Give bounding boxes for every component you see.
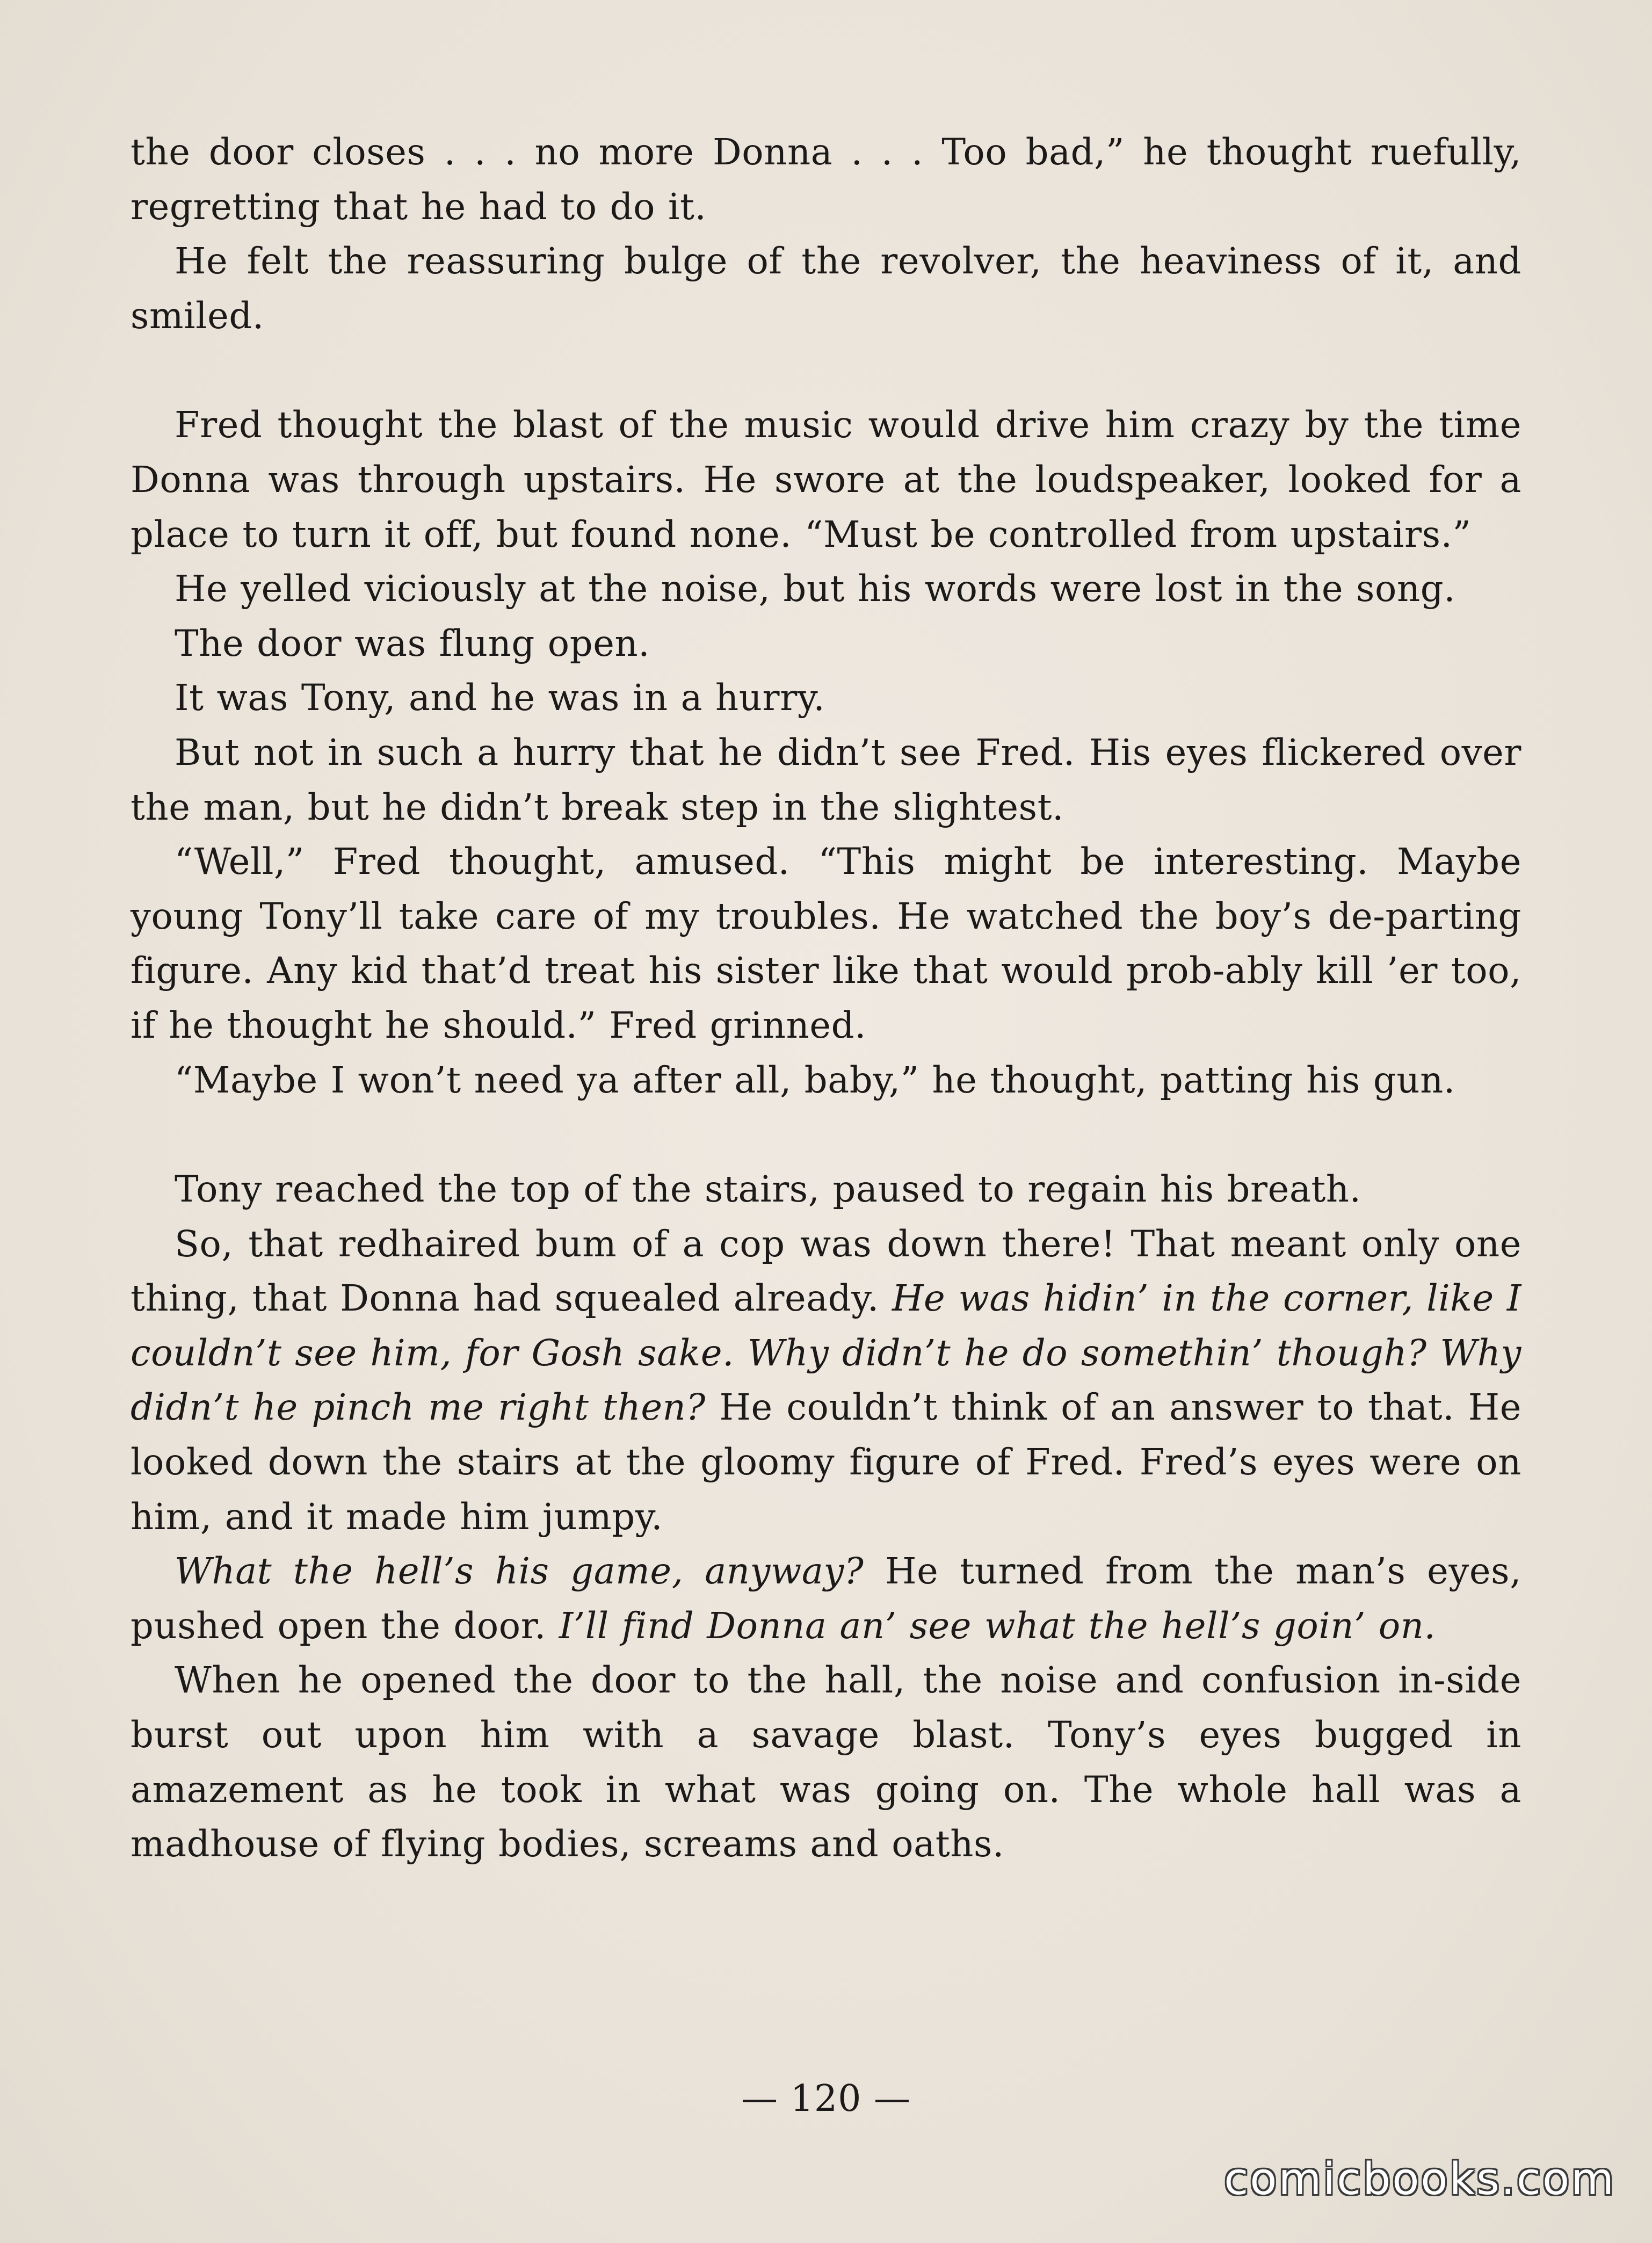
- text-run: It was Tony, and he was in a hurry.: [175, 677, 825, 719]
- text-run: “Well,” Fred thought, amused. “This might be interesting. Maybe young Tony’ll take care of my troubles. He watched the boy’s de-parting figure. Any kid that’d treat his sister like that would prob-ably kill ’er too, if he thought he should.” Fred grinned.: [131, 841, 1521, 1046]
- text-run: But not in such a hurry that he didn’t see Fred. His eyes flickered over the man, but he didn’t break step in the slightest.: [131, 731, 1521, 828]
- paragraph: [131, 398, 1521, 562]
- body-text: [131, 125, 1521, 1872]
- text-run: He yelled viciously at the noise, but his words were lost in the song.: [175, 568, 1456, 610]
- text-run: Fred thought the blast of the music would drive him crazy by the time Donna was through upstairs. He swore at the loudspeaker, looked for a place to turn it off, but found none. “Must be controlled from upstairs.”: [131, 404, 1521, 555]
- paragraph: [131, 835, 1521, 1053]
- paragraph: [131, 617, 1521, 671]
- italic-text: What the hell’s his game, anyway?: [175, 1550, 864, 1593]
- paragraph: [131, 562, 1521, 617]
- paragraph: [131, 1053, 1521, 1108]
- text-run: Tony reached the top of the stairs, paused to regain his breath.: [175, 1168, 1361, 1211]
- text-run: When he opened the door to the hall, the noise and confusion in-side burst out upon him with a savage blast. Tony’s eyes bugged in amazement as he took in what was going on. The whole hall was a madhouse of flying bodies, screams and oaths.: [131, 1659, 1521, 1865]
- paragraph: [131, 1544, 1521, 1653]
- text-run: He couldn’t think of an answer to that. He looked down the stairs at the gloomy figure of Fred. Fred’s eyes were on him, and it made him jumpy.: [131, 1386, 1521, 1538]
- text-run: “Maybe I won’t need ya after all, baby,” he thought, patting his gun.: [175, 1059, 1455, 1101]
- watermark: comicbooks.com: [1224, 2154, 1615, 2205]
- paragraph: [131, 1217, 1521, 1545]
- text-run: the door closes . . . no more Donna . . . Too bad,” he thought ruefully, regretting that he had to do it.: [131, 131, 1521, 228]
- page-number: — 120 —: [741, 2078, 911, 2120]
- paragraph: [131, 726, 1521, 835]
- paragraph: [131, 1162, 1521, 1217]
- paragraph: [131, 671, 1521, 726]
- text-run: He felt the reassuring bulge of the revolver, the heaviness of it, and smiled.: [131, 240, 1521, 337]
- text-run: So, that redhaired bum of a cop was down there! That meant only one thing, that Donna had squealed already.: [131, 1222, 1521, 1320]
- italic-text: He was hidin’ in the corner, like I couldn’t see him, for Gosh sake. Why didn’t he do somethin’ though? Why didn’t he pinch me right then?: [131, 1277, 1521, 1429]
- paragraph: [131, 234, 1521, 343]
- paragraph: [131, 1653, 1521, 1871]
- text-run: He turned from the man’s eyes, pushed open the door.: [131, 1550, 1521, 1647]
- paragraph: [131, 125, 1521, 234]
- italic-text: I’ll find Donna an’ see what the hell’s goin’ on.: [559, 1604, 1436, 1647]
- text-run: The door was flung open.: [175, 622, 650, 664]
